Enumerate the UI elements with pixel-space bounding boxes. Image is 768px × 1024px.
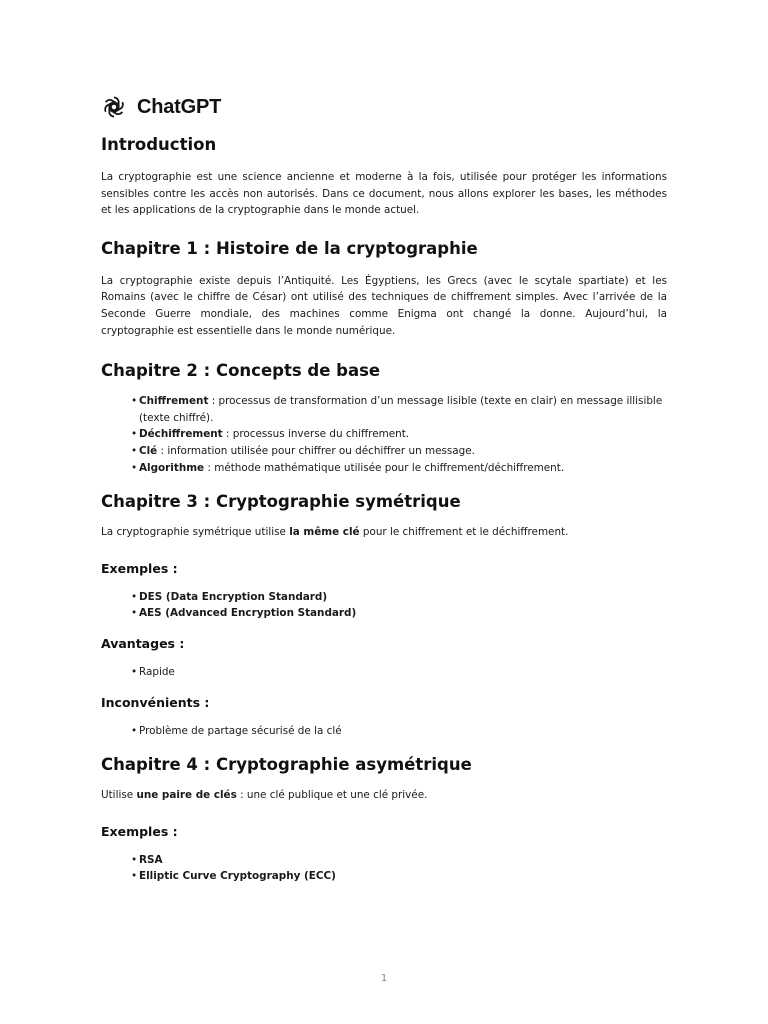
asymmetric-examples-list xyxy=(131,852,667,885)
example-name: RSA xyxy=(139,853,163,866)
list-item xyxy=(131,852,667,869)
page-number: 1 xyxy=(380,973,388,984)
list-item xyxy=(131,443,667,460)
chapter-3-paragraph xyxy=(101,524,667,541)
example-name: Elliptic Curve Cryptography (ECC) xyxy=(139,870,336,883)
list-item xyxy=(131,589,667,606)
emphasis: une paire de clés xyxy=(136,789,237,802)
concept-term: Déchiffrement xyxy=(139,428,223,441)
intro-paragraph: La cryptographie est une science ancienne et moderne à la fois, utilisée pour protéger les informations sensibles contre les accès non autorisés. Dans ce document, nous allons explorer les bases, les méthodes et les applications de la cryptographie dans le monde actuel. xyxy=(101,171,667,217)
concept-definition: : méthode mathématique utilisée pour le chiffrement/déchiffrement. xyxy=(204,461,565,474)
symmetric-examples-list xyxy=(131,589,667,622)
text-segment: La cryptographie symétrique utilise xyxy=(101,526,290,539)
drawbacks-heading: Inconvénients : xyxy=(101,694,210,710)
chapter-1-title: Chapitre 1 : Histoire de la cryptographie xyxy=(101,238,478,258)
list-item xyxy=(131,393,667,426)
concept-definition: : processus inverse du chiffrement. xyxy=(222,428,410,441)
concept-definition: : processus de transformation d’un message lisible (texte en clair) en message illisible (texte chiffré). xyxy=(139,395,663,424)
example-name: AES (Advanced Encryption Standard) xyxy=(139,607,357,620)
advantages-heading: Avantages : xyxy=(101,635,185,651)
concept-term: Algorithme xyxy=(139,461,205,474)
chapter-4-title: Chapitre 4 : Cryptographie asymétrique xyxy=(101,755,472,775)
chapter-3-title: Chapitre 3 : Cryptographie symétrique xyxy=(101,492,461,512)
concept-term: Chiffrement xyxy=(139,395,209,408)
list-item: • Problème de partage sécurisé de la clé xyxy=(131,723,667,740)
drawbacks-list xyxy=(131,723,667,740)
concept-term: Clé xyxy=(139,444,158,457)
list-item xyxy=(131,460,667,477)
text-segment: pour le chiffrement et le déchiffrement. xyxy=(359,526,569,539)
emphasis: la même clé xyxy=(289,526,360,539)
examples-heading: Exemples : xyxy=(101,560,178,576)
list-item xyxy=(131,426,667,443)
list-item: • Rapide xyxy=(131,664,667,681)
advantages-list xyxy=(131,664,667,681)
example-name: DES (Data Encryption Standard) xyxy=(139,590,328,603)
concept-definition: : information utilisée pour chiffrer ou déchiffrer un message. xyxy=(157,444,475,457)
text-segment: : une clé publique et une clé privée. xyxy=(236,789,428,802)
brand-header xyxy=(101,94,667,120)
intro-title: Introduction xyxy=(101,135,217,154)
list-item xyxy=(131,605,667,622)
examples-heading: Exemples : xyxy=(101,823,178,839)
chapter-4-paragraph xyxy=(101,787,667,804)
document-page xyxy=(101,94,667,885)
openai-logo-icon xyxy=(101,94,127,120)
concepts-list xyxy=(131,393,667,476)
brand-name: ChatGPT xyxy=(137,95,222,118)
chapter-1-paragraph: La cryptographie existe depuis l’Antiquité. Les Égyptiens, les Grecs (avec le scytale spartiate) et les Romains (avec le chiffre de César) ont utilisé des techniques de chiffrement simples. Avec l’arrivée de la Seconde Guerre mondiale, des machines comme Enigma ont changé la donne. Aujourd’hui, la cryptographie est essentielle dans le monde numérique. xyxy=(101,274,667,337)
text-segment: Utilise xyxy=(101,789,137,802)
list-item xyxy=(131,868,667,885)
chapter-2-title: Chapitre 2 : Concepts de base xyxy=(101,361,381,381)
